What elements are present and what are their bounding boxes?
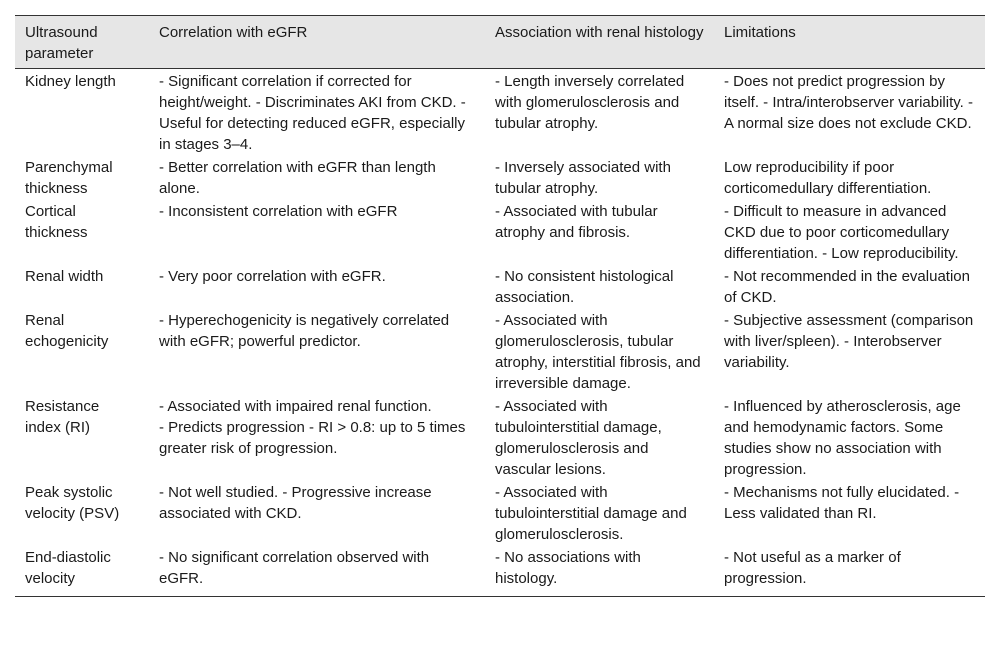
cell-parameter: Cortical thickness (25, 203, 88, 241)
cell-correlation (149, 264, 485, 308)
correlation-line: - Better correlation with eGFR than length alone. (159, 159, 436, 197)
cell-parameter: Peak systolic velocity (PSV) (25, 484, 120, 522)
cell-histology: - No consistent histological association. (495, 268, 674, 306)
cell-histology: - Length inversely correlated with glomerulosclerosis and tubular atrophy. (495, 73, 685, 132)
correlation-line: - Hyperechogenicity is negatively correlated with eGFR; powerful predictor. (159, 312, 450, 350)
cell-histology: - Associated with tubulointerstitial damage, glomerulosclerosis and vascular lesions. (495, 398, 662, 478)
table-row (15, 308, 985, 394)
cell-parameter: Renal echogenicity (25, 312, 109, 350)
cell-correlation (149, 480, 485, 545)
cell-limitations: - Difficult to measure in advanced CKD due to poor corticomedullary differentiation. - Low reproducibility. (724, 203, 959, 262)
cell-histology: - No associations with histology. (495, 549, 641, 587)
header-row (15, 16, 985, 69)
cell-histology: - Inversely associated with tubular atrophy. (495, 159, 671, 197)
correlation-line: - Associated with impaired renal function. (159, 398, 432, 415)
header-renal-histology: Association with renal histology (495, 24, 704, 41)
table-row (15, 545, 985, 597)
cell-histology: - Associated with tubulointerstitial damage and glomerulosclerosis. (495, 484, 687, 543)
correlation-line: - Very poor correlation with eGFR. (159, 268, 386, 285)
cell-correlation (149, 308, 485, 394)
table-body (15, 69, 985, 597)
correlation-line: - Predicts progression - RI > 0.8: up to 5 times greater risk of progression. (159, 419, 466, 457)
cell-limitations: Low reproducibility if poor corticomedullary differentiation. (724, 159, 932, 197)
table-row (15, 480, 985, 545)
cell-correlation (149, 545, 485, 597)
table-row (15, 69, 985, 156)
cell-correlation (149, 199, 485, 264)
table-row (15, 264, 985, 308)
cell-limitations: - Not recommended in the evaluation of CKD. (724, 268, 970, 306)
cell-parameter: End-diastolic velocity (25, 549, 111, 587)
table-header (15, 16, 985, 69)
cell-parameter: Renal width (25, 268, 104, 285)
cell-parameter: Resistance index (RI) (25, 398, 100, 436)
table-row (15, 199, 985, 264)
ultrasound-parameters-table-container (15, 15, 985, 597)
ultrasound-parameters-table (15, 15, 985, 597)
cell-correlation (149, 69, 485, 156)
cell-correlation (149, 155, 485, 199)
cell-histology: - Associated with glomerulosclerosis, tubular atrophy, interstitial fibrosis, and irreversible damage. (495, 312, 701, 392)
correlation-line: - Inconsistent correlation with eGFR (159, 203, 398, 220)
header-limitations: Limitations (724, 24, 796, 41)
cell-limitations: - Mechanisms not fully elucidated. - Less validated than RI. (724, 484, 960, 522)
cell-correlation (149, 394, 485, 480)
table-row (15, 394, 985, 480)
header-ultrasound-parameter: Ultrasound parameter (25, 24, 98, 62)
header-correlation-egfr: Correlation with eGFR (159, 24, 308, 41)
cell-limitations: - Subjective assessment (comparison with liver/spleen). - Interobserver variability. (724, 312, 974, 371)
cell-histology: - Associated with tubular atrophy and fibrosis. (495, 203, 658, 241)
cell-limitations: - Not useful as a marker of progression. (724, 549, 901, 587)
correlation-line: - No significant correlation observed with eGFR. (159, 549, 430, 587)
cell-limitations: - Does not predict progression by itself. - Intra/interobserver variability. - A normal size does not exclude CKD. (724, 73, 973, 132)
cell-parameter: Parenchymal thickness (25, 159, 113, 197)
correlation-line: - Significant correlation if corrected for height/weight. - Discriminates AKI from CKD. - Useful for detecting reduced eGFR, especially in stages 3–4. (159, 73, 466, 153)
cell-parameter: Kidney length (25, 73, 116, 90)
table-row (15, 155, 985, 199)
cell-limitations: - Influenced by atherosclerosis, age and hemodynamic factors. Some studies show no association with progression. (724, 398, 961, 478)
correlation-line: - Not well studied. - Progressive increase associated with CKD. (159, 484, 432, 522)
